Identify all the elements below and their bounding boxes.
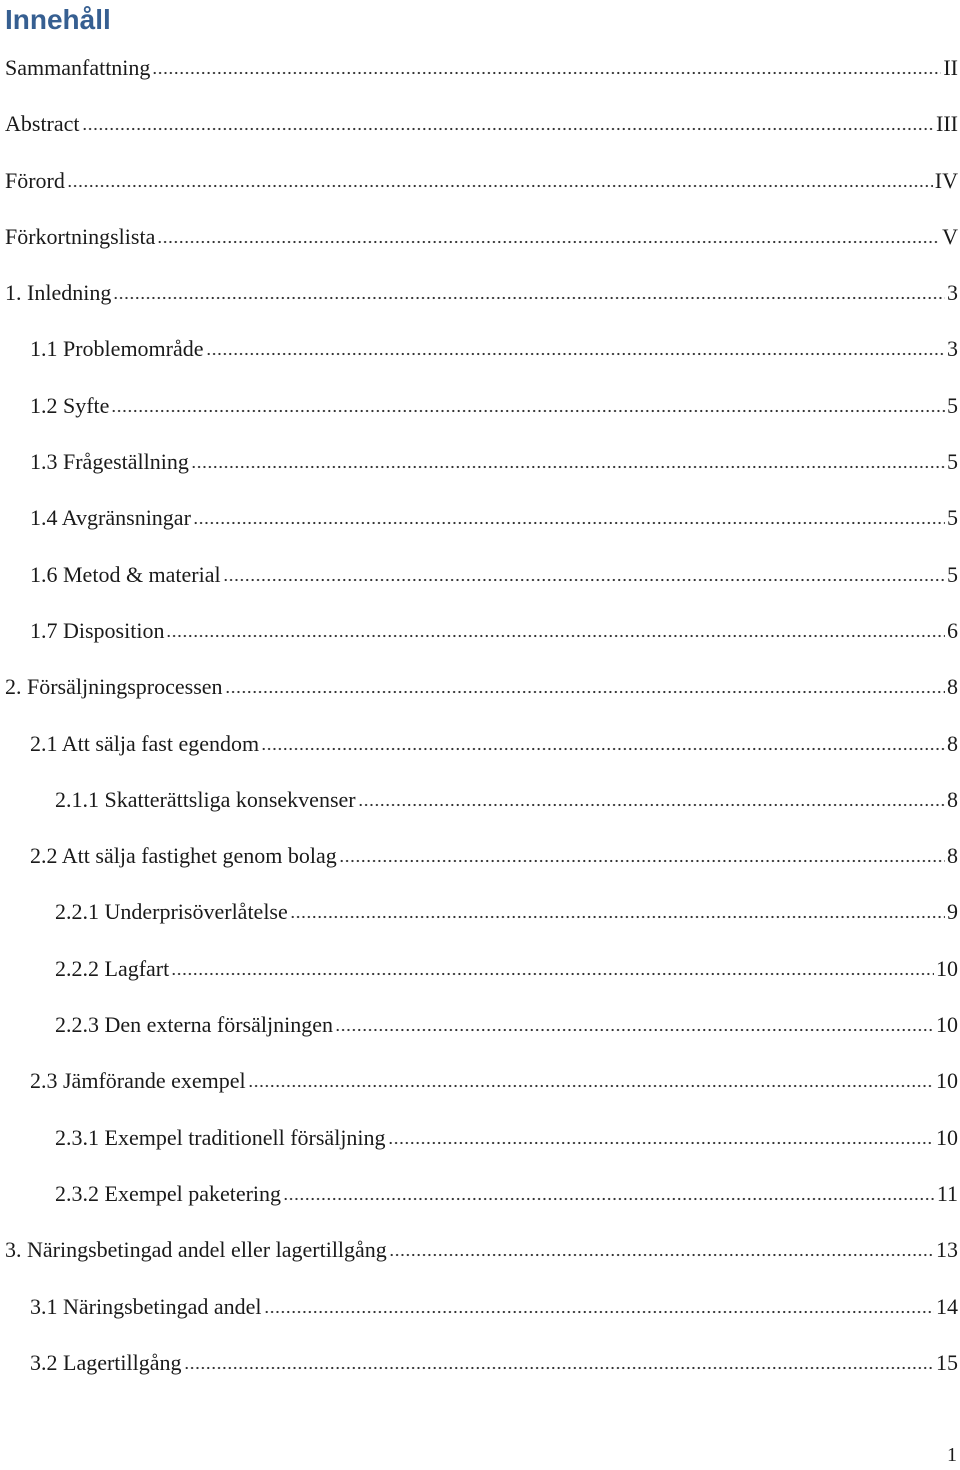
toc-entry-page: 8 [947,730,958,756]
toc-dot-leader [184,1348,934,1370]
toc-entry-page: 8 [947,786,958,812]
toc-entry-page: 11 [936,1180,958,1206]
toc-entry-title: Förord [5,167,65,193]
toc-entry-page: 5 [947,561,958,587]
toc-entry[interactable] [0,447,960,503]
toc-dot-leader [206,334,945,356]
toc-entry-title: 2. Försäljningsprocessen [5,674,223,700]
toc-entry-title: 1. Inledning [5,280,112,306]
toc-entry-title: 2.2.3 Den externa försäljningen [55,1012,333,1038]
toc-entry-title: 1.2 Syfte [30,392,110,418]
toc-entry[interactable] [0,391,960,447]
toc-entry-title: 2.1.1 Skatterättsliga konsekvenser [55,786,356,812]
toc-dot-leader [113,278,945,300]
toc-entry[interactable] [0,1066,960,1122]
toc-dot-leader [389,1235,934,1257]
toc-entry-title: 1.4 Avgränsningar [30,505,191,531]
toc-entry[interactable] [0,954,960,1010]
toc-dot-leader [339,841,945,863]
toc-dot-leader [223,560,945,582]
toc-entry-page: 14 [936,1293,958,1319]
toc-entry-title: Abstract [5,111,80,137]
table-of-contents [0,53,960,1404]
toc-entry-page: III [936,111,958,137]
toc-entry-page: 5 [947,392,958,418]
toc-dot-leader [111,391,945,413]
toc-dot-leader [191,447,945,469]
toc-dot-leader [248,1066,934,1088]
toc-entry-page: 6 [947,617,958,643]
toc-entry-title: 1.1 Problemområde [30,336,204,362]
toc-entry-title: 1.6 Metod & material [30,561,221,587]
toc-entry-page: IV [934,167,958,193]
toc-entry-page: 10 [936,1124,958,1150]
toc-entry[interactable] [0,278,960,334]
toc-entry-title: 2.2.2 Lagfart [55,955,170,981]
toc-entry-title: 1.7 Disposition [30,617,165,643]
toc-entry-page: 5 [947,449,958,475]
toc-entry-title: 3.1 Näringsbetingad andel [30,1293,262,1319]
toc-entry-page: 10 [936,1012,958,1038]
toc-entry[interactable] [0,1292,960,1348]
page-number: 1 [947,1444,957,1466]
toc-dot-leader [335,1010,934,1032]
toc-entry[interactable] [0,53,960,109]
toc-entry-page: 10 [936,1068,958,1094]
toc-entry[interactable] [0,1235,960,1291]
toc-entry-title: 2.3.1 Exempel traditionell försäljning [55,1124,386,1150]
toc-entry[interactable] [0,897,960,953]
toc-dot-leader [157,222,940,244]
toc-entry-page: 9 [947,899,958,925]
toc-entry[interactable] [0,729,960,785]
toc-heading: Innehåll [5,4,111,35]
toc-entry-title: 2.1 Att sälja fast egendom [30,730,260,756]
toc-entry-page: 8 [947,843,958,869]
toc-entry-page: 3 [947,280,958,306]
toc-dot-leader [225,672,945,694]
toc-entry[interactable] [0,1010,960,1066]
toc-entry[interactable] [0,560,960,616]
toc-dot-leader [193,503,945,525]
toc-entry[interactable] [0,334,960,390]
toc-entry[interactable] [0,672,960,728]
toc-entry[interactable] [0,785,960,841]
toc-dot-leader [264,1292,934,1314]
toc-entry-page: 5 [947,505,958,531]
toc-entry[interactable] [0,841,960,897]
toc-dot-leader [261,729,945,751]
toc-entry-page: 10 [936,955,958,981]
toc-entry[interactable] [0,503,960,559]
toc-dot-leader [67,166,933,188]
toc-dot-leader [171,954,934,976]
toc-entry[interactable] [0,1179,960,1235]
toc-entry[interactable] [0,166,960,222]
toc-entry-page: 3 [947,336,958,362]
toc-entry[interactable] [0,616,960,672]
toc-dot-leader [283,1179,935,1201]
toc-entry-page: 8 [947,674,958,700]
toc-entry-title: 2.3 Jämförande exempel [30,1068,246,1094]
toc-entry[interactable] [0,1123,960,1179]
toc-entry-title: 1.3 Frågeställning [30,449,189,475]
toc-entry-title: 3.2 Lagertillgång [30,1349,182,1375]
toc-entry-title: Sammanfattning [5,55,151,80]
toc-entry-title: Förkortningslista [5,223,156,249]
toc-entry-title: 2.2 Att sälja fastighet genom bolag [30,843,337,869]
toc-dot-leader [290,897,945,919]
toc-entry-title: 3. Näringsbetingad andel eller lagertillgång [5,1237,387,1263]
toc-entry-title: 2.3.2 Exempel paketering [55,1180,282,1206]
toc-dot-leader [388,1123,934,1145]
toc-dot-leader [166,616,945,638]
toc-entry-page: V [942,223,958,249]
toc-entry-page: II [943,55,958,80]
toc-entry[interactable] [0,1348,960,1404]
toc-dot-leader [152,53,941,75]
toc-entry[interactable] [0,222,960,278]
toc-entry-page: 13 [936,1237,958,1263]
toc-entry[interactable] [0,109,960,165]
toc-entry-title: 2.2.1 Underprisöverlåtelse [55,899,288,925]
toc-entry-page: 15 [936,1349,958,1375]
toc-dot-leader [358,785,945,807]
toc-dot-leader [82,109,934,131]
